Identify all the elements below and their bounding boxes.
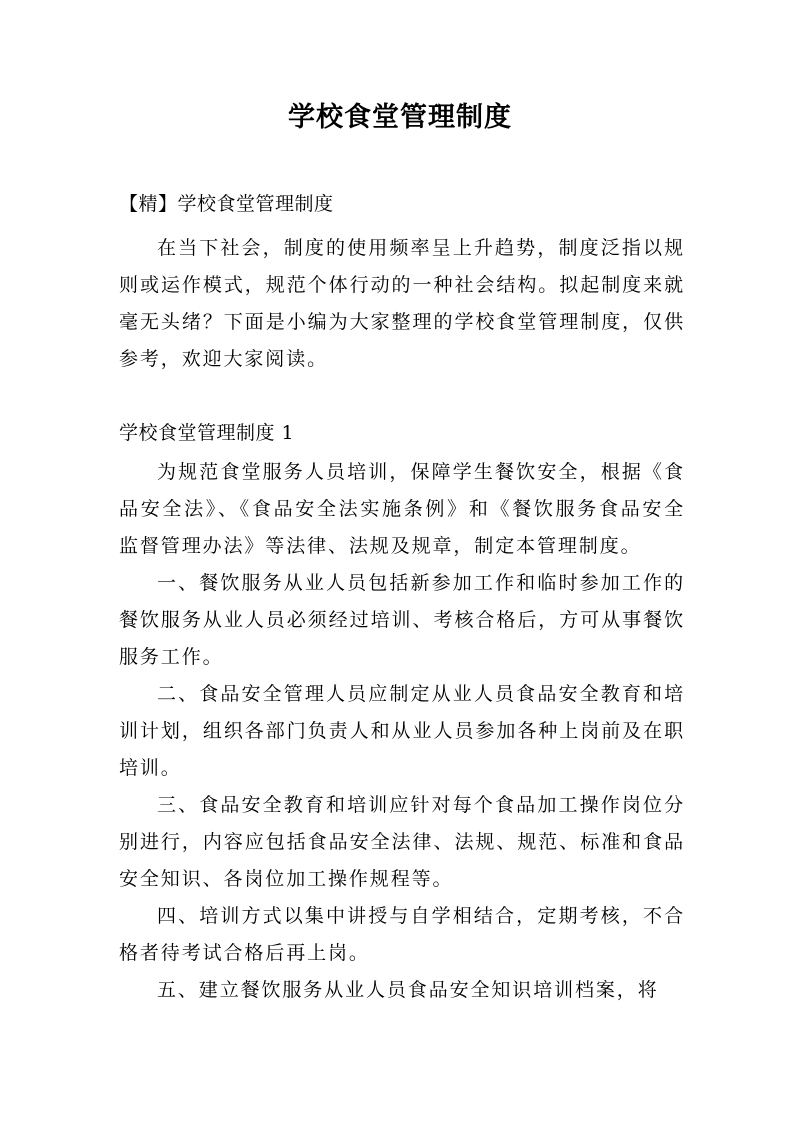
section-paragraph: 二、食品安全管理人员应制定从业人员食品安全教育和培训计划，组织各部门负责人和从业人员参加各种上岗前及在职培训。 (119, 683, 685, 779)
document-title: 学校食堂管理制度 (288, 102, 512, 133)
section-paragraph: 四、培训方式以集中讲授与自学相结合，定期考核，不合格者待考试合格后再上岗。 (119, 905, 685, 964)
section-paragraph: 五、建立餐饮服务从业人员食品安全知识培训档案，将 (157, 979, 659, 1001)
section-heading: 学校食堂管理制度 1 (119, 422, 295, 444)
section-paragraph: 为规范食堂服务人员培训，保障学生餐饮安全，根据《食品安全法》、《食品安全法实施条例》和《餐饮服务食品安全监督管理办法》等法律、法规及规章，制定本管理制度。 (119, 461, 685, 557)
intro-paragraph: 在当下社会，制度的使用频率呈上升趋势，制度泛指以规则或运作模式，规范个体行动的一种社会结构。拟起制度来就毫无头绪？下面是小编为大家整理的学校食堂管理制度，仅供参考，欢迎大家阅读。 (119, 237, 685, 370)
section-paragraph: 一、餐饮服务从业人员包括新参加工作和临时参加工作的餐饮服务从业人员必须经过培训、考核合格后，方可从事餐饮服务工作。 (119, 572, 685, 668)
section-paragraph: 三、食品安全教育和培训应针对每个食品加工操作岗位分别进行，内容应包括食品安全法律、法规、规范、标准和食品安全知识、各岗位加工操作规程等。 (119, 794, 685, 890)
document-subtitle: 【精】学校食堂管理制度 (119, 193, 334, 215)
